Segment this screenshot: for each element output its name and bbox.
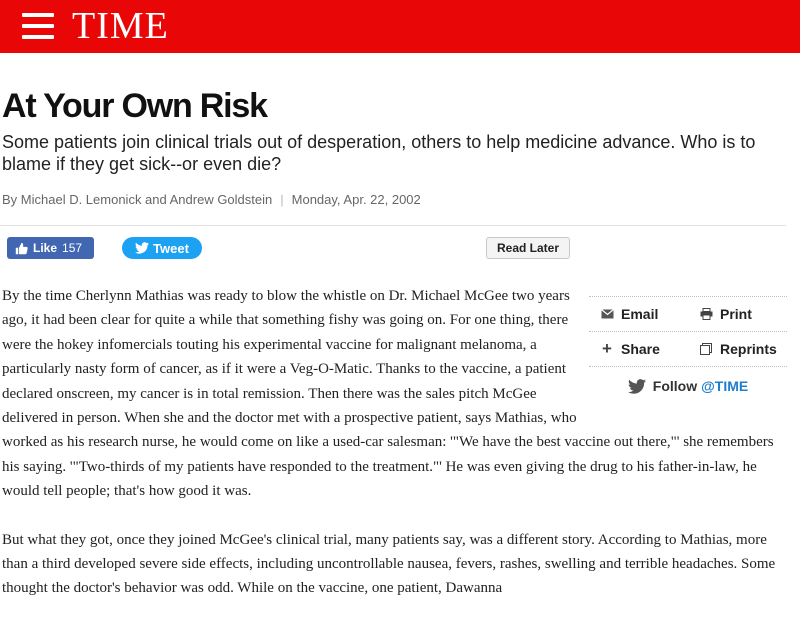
byline-date: Monday, Apr. 22, 2002 <box>291 192 421 207</box>
facebook-like-button[interactable] <box>7 237 94 259</box>
site-header <box>0 0 800 53</box>
envelope-icon <box>599 309 615 319</box>
printer-icon <box>698 308 714 320</box>
read-later-button[interactable]: Read Later <box>486 237 570 259</box>
share-link[interactable] <box>589 337 688 361</box>
like-label: Like <box>33 241 58 255</box>
email-link[interactable] <box>589 302 688 326</box>
reprints-label: Reprints <box>720 340 777 357</box>
article-subtitle: Some patients join clinical trials out of desperation, others to help medicine advance. Who is to blame if they get sick--or even die? <box>2 132 756 174</box>
follow-handle: @TIME <box>701 377 749 394</box>
twitter-bird-icon <box>628 379 646 394</box>
divider <box>0 225 786 226</box>
email-label: Email <box>621 305 659 322</box>
twitter-bird-icon <box>135 242 149 254</box>
print-label: Print <box>720 305 752 322</box>
share-box <box>589 296 787 405</box>
like-count: 157 <box>62 241 83 255</box>
article-body <box>2 284 787 625</box>
reprints-icon <box>698 343 714 355</box>
thumbs-up-icon <box>15 242 28 255</box>
tweet-button[interactable] <box>122 237 202 259</box>
follow-time-link[interactable] <box>589 367 787 405</box>
article-title: At Your Own Risk <box>2 87 267 125</box>
share-row-1 <box>589 296 787 331</box>
plus-icon: + <box>602 338 612 358</box>
print-link[interactable] <box>688 302 787 326</box>
time-logo[interactable]: TIME <box>72 5 169 47</box>
share-row-2 <box>589 331 787 367</box>
byline-authors: By Michael D. Lemonick and Andrew Goldstein <box>2 192 273 207</box>
share-label: Share <box>621 340 660 357</box>
hamburger-menu-icon[interactable] <box>22 13 54 39</box>
byline <box>2 192 421 207</box>
byline-separator: | <box>280 192 284 207</box>
article-paragraph-1: By the time Cherlynn Mathias was ready to blow the whistle on Dr. Michael McGee two years ago, it had been clear for quite a while that something fishy was going on. For one thing, there were the hokey infomercials touting his experimental vaccine for malignant melanoma, a particularly nasty form of cancer, as if it were a Veg-O-Matic. Thanks to the vaccine, a patient declared onscreen, my cancer is in total remission. Then there was the sales pitch McGee delivered in person. When she and the doctor met with a prospective patient, says Mathias, who worked as his research nurse, he would come on like a used-car salesman: '"We have the best vaccine out there,"' she remembers his saying. '"Two-thirds of my patients have responded to the treatment."' He was even giving the drug to his father-in-law, he would tell people; that's how good it was. <box>2 288 774 500</box>
article-paragraph-2: But what they got, once they joined McGee's clinical trial, many patients say, was a different story. According to Mathias, more than a third developed severe side effects, including uncontrollable nausea, fevers, rashes, swelling and terrible headaches. Some thought the doctor's behavior was odd. While on the vaccine, one patient, Dawanna <box>2 531 776 597</box>
tweet-label: Tweet <box>153 240 189 256</box>
follow-label: Follow <box>652 377 698 394</box>
reprints-link[interactable] <box>688 337 787 361</box>
